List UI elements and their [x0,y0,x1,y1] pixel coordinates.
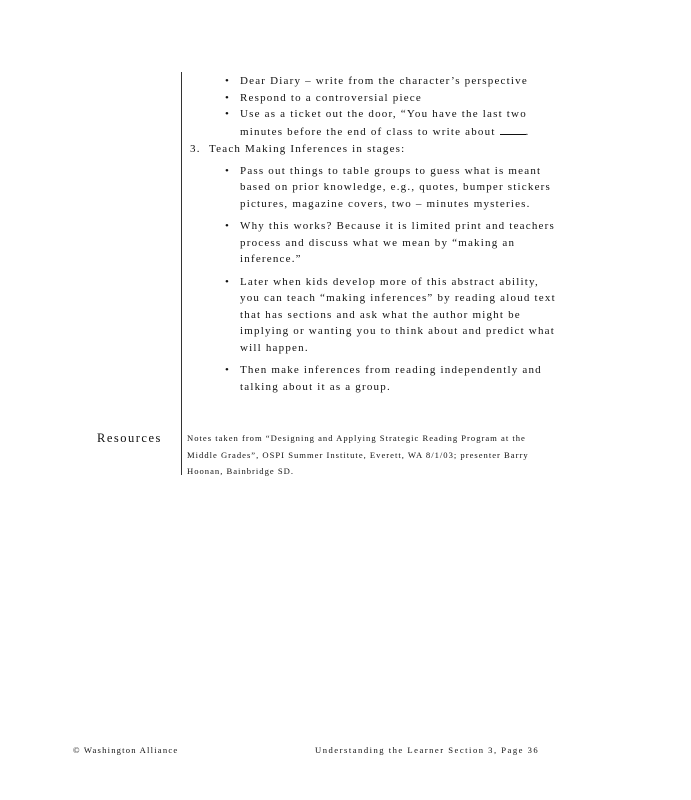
item-text: Teach Making Inferences in stages: [209,143,406,155]
item-number: 3. [190,143,201,155]
fill-in-blank [500,123,526,135]
resources-label: Resources [97,431,162,445]
trailing-period: . [525,125,530,138]
bullet-text: Later when kids develop more of this abstract ability, you can teach “making inferences” by reading aloud text that has sections and ask what the author might be implying or wanting you to think about and predict what will happen. [240,275,556,354]
main-content [190,73,560,401]
list-item [190,90,560,107]
bullet-text: Why this works? Because it is limited print and teachers process and discuss what we mean by “making an inference.” [240,220,555,265]
bullet-icon: • [225,75,231,87]
list-item [190,106,560,140]
bullet-text: Use as a ticket out the door, “You have the last two minutes before the end of class to write about [240,108,527,138]
list-item [190,163,560,213]
numbered-item-3 [190,141,560,158]
bullet-icon: • [225,108,231,120]
bullet-text: Dear Diary – write from the character’s perspective [240,75,528,87]
footer-page-info: Understanding the Learner Section 3, Page 36 [315,745,540,755]
continued-bullet-list [190,73,560,140]
bullet-icon: • [225,164,231,177]
footer-copyright: © Washington Alliance [73,745,179,755]
bullet-icon: • [225,220,231,232]
bullet-icon: • [225,364,231,376]
bullet-icon: • [225,91,231,104]
bullet-text: Then make inferences from reading independently and talking about it as a group. [240,364,542,393]
list-item [190,274,560,357]
stage-bullet-list [190,163,560,396]
left-margin-rule [181,72,182,475]
list-item [190,218,560,268]
bullet-icon: • [225,275,231,288]
bullet-text: Respond to a controversial piece [240,91,422,104]
bullet-text: Pass out things to table groups to guess what is meant based on prior knowledge, e.g., quotes, bumper stickers pictures, magazine covers, two – minutes mysteries. [240,164,551,210]
resources-citation: Notes taken from “Designing and Applying Strategic Reading Program at the Middle Grades”, OSPI Summer Institute, Everett, WA 8/1/03; presenter Barry Hoonan, Bainbridge SD. [187,433,529,476]
list-item [190,362,560,395]
list-item [190,73,560,90]
